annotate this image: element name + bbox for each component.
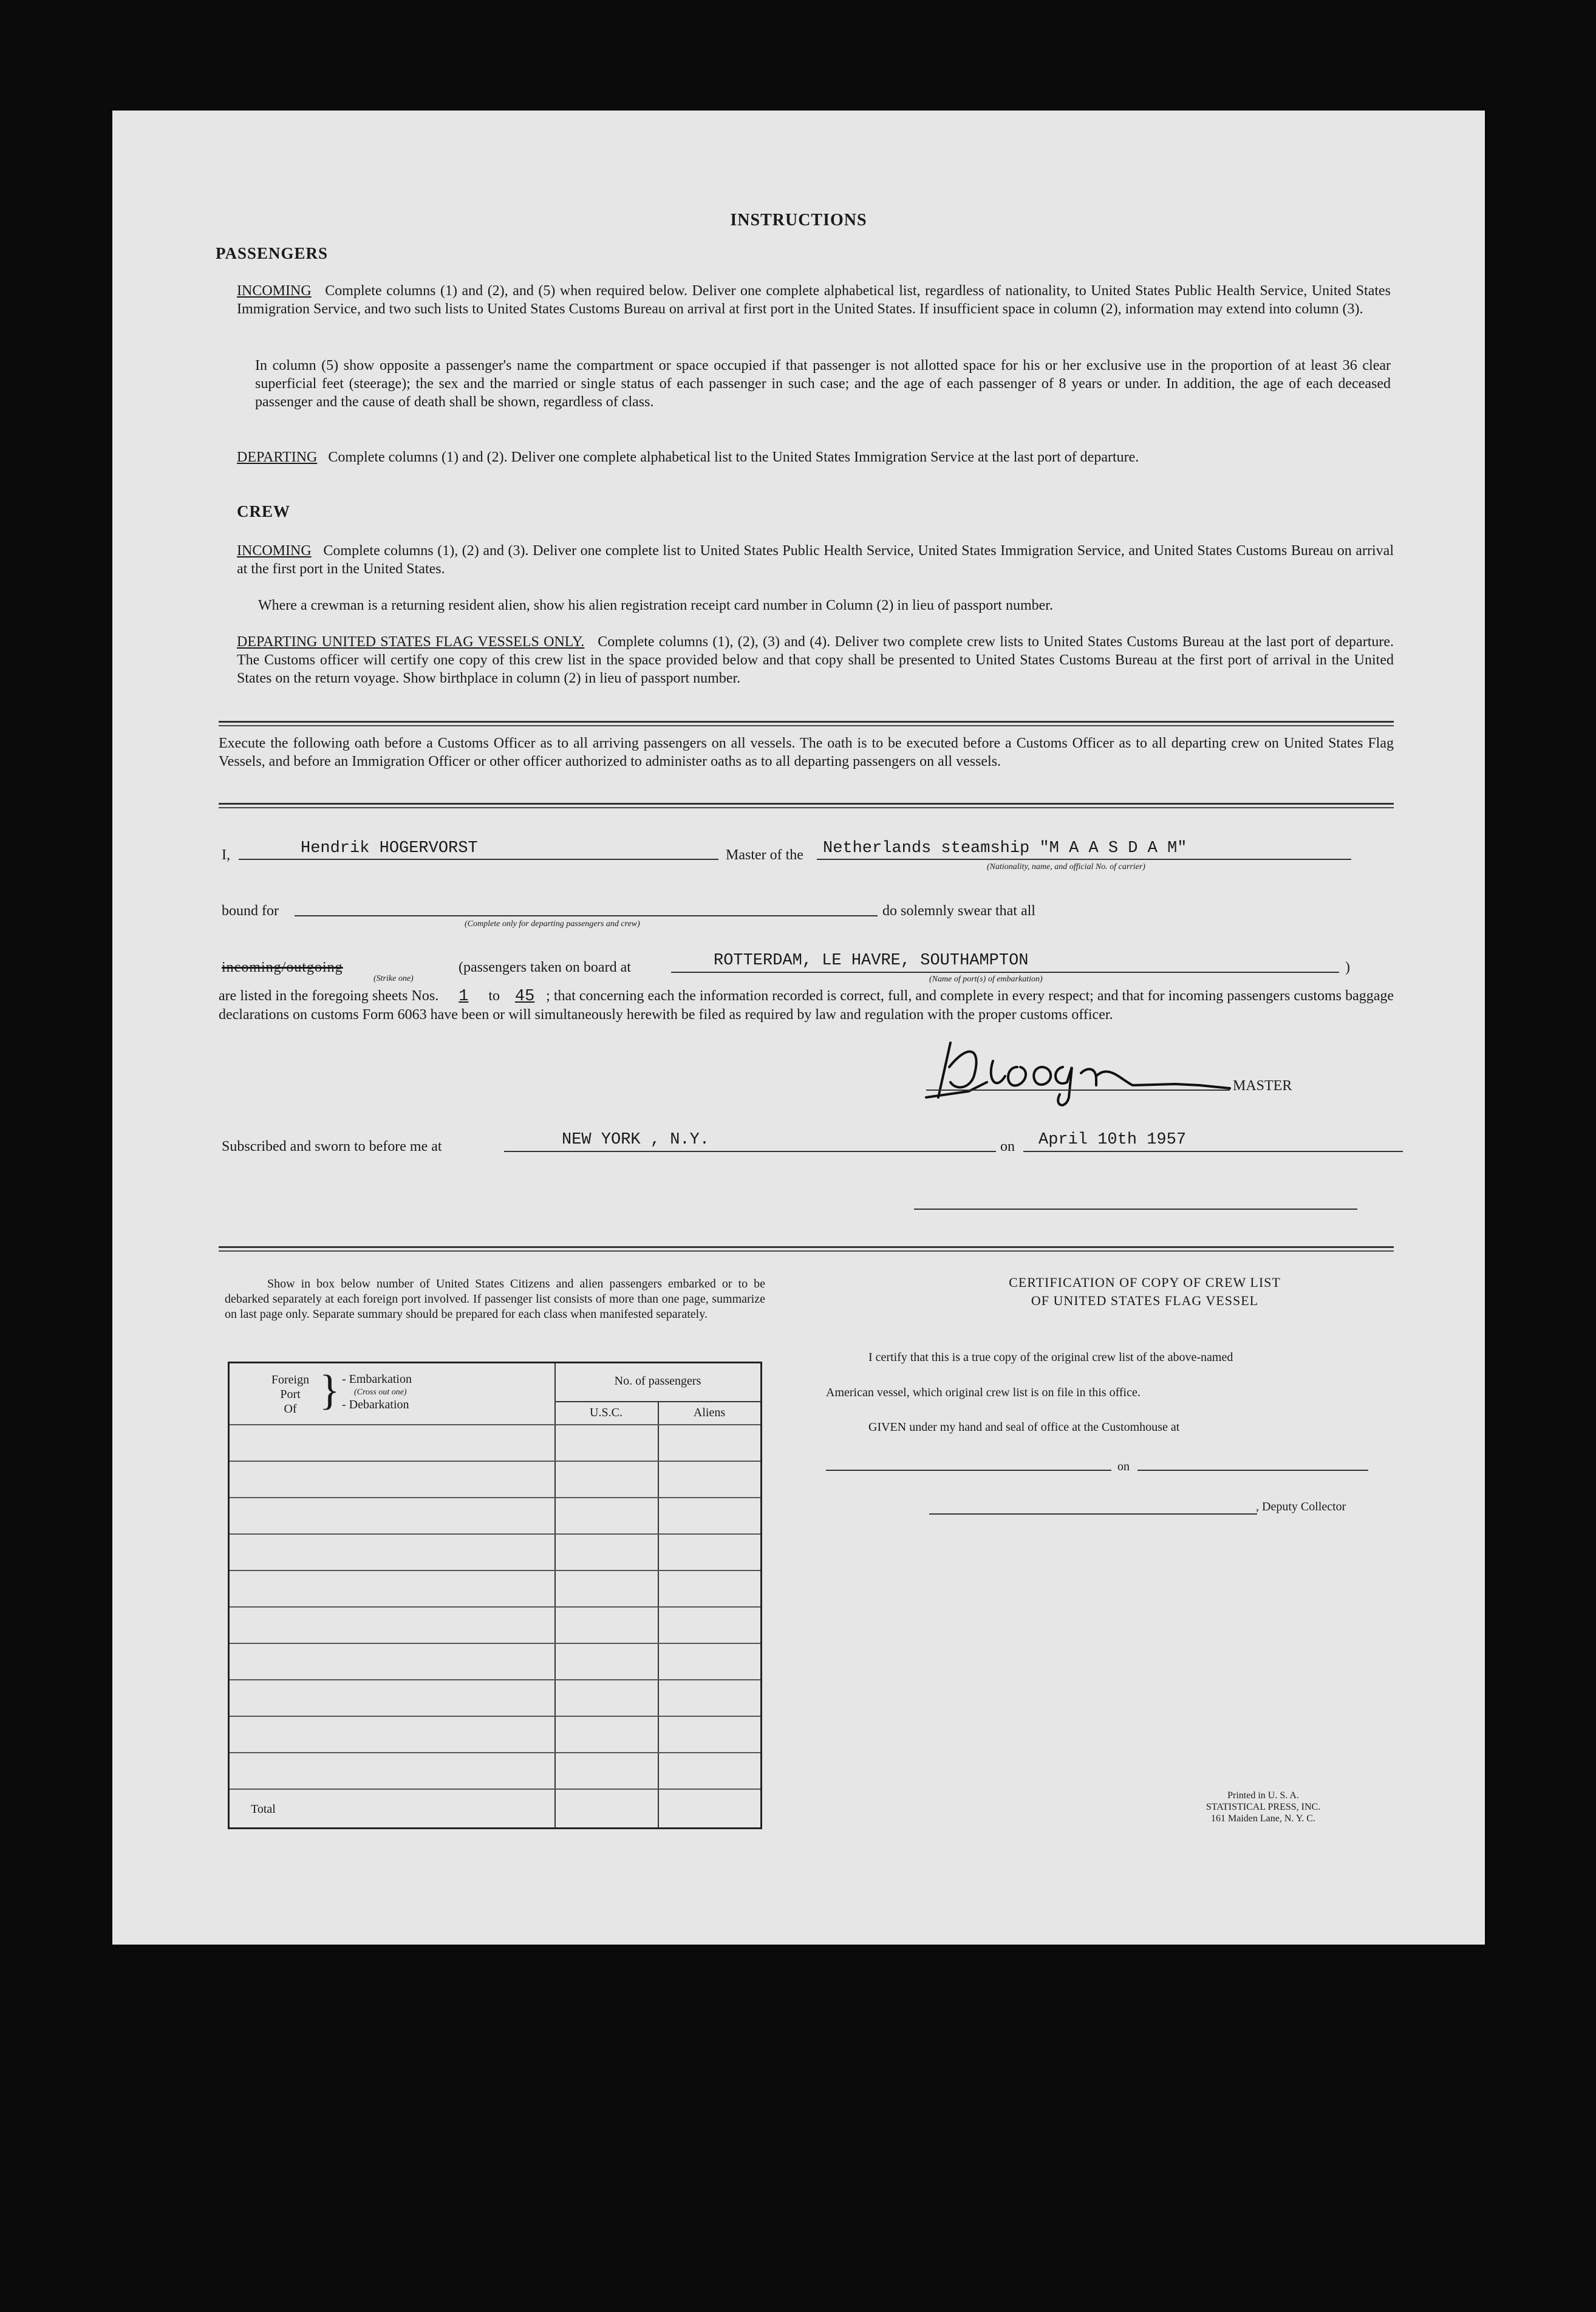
table-row-line — [230, 1461, 760, 1462]
embarkation-ports: ROTTERDAM, LE HAVRE, SOUTHAMPTON — [714, 952, 1029, 970]
certification-line2: American vessel, which original crew list is on file in this office. — [826, 1386, 1141, 1399]
foreign-label: Foreign — [271, 1373, 310, 1386]
certification-title — [914, 1274, 1376, 1310]
printer-imprint — [1172, 1790, 1354, 1824]
document-page — [112, 111, 1485, 1945]
sworn-date: April 10th 1957 — [1038, 1131, 1187, 1149]
sworn-date-line — [1023, 1151, 1403, 1152]
port-label: Port — [280, 1388, 301, 1401]
crew-departing-text: Complete columns (1), (2), (3) and (4). Deliver two complete crew lists to United States Customs Bureau at the last port of departure. The Customs officer will certify one copy of this crew list in the space provided below and that copy shall be presented to United States Customs Bureau at the first port of arrival in the United States on the return voyage. Show birthplace in column (2) in lieu of passport number. — [237, 634, 1394, 686]
crew-heading: CREW — [237, 502, 291, 520]
on-label: on — [1000, 1139, 1015, 1154]
divider-top — [219, 721, 1394, 723]
table-row-line — [230, 1606, 760, 1608]
crew-departing-paragraph — [237, 633, 1394, 687]
i-label: I, — [222, 847, 230, 863]
subscribed-label: Subscribed and sworn to before me at — [222, 1139, 442, 1154]
passengers-taken-label: (passengers taken on board at — [459, 960, 631, 975]
strike-caption: (Strike one) — [373, 974, 414, 983]
swear-label: do solemnly swear that all — [882, 903, 1035, 919]
table-row-line — [230, 1752, 760, 1753]
certification-line1: I certify that this is a true copy of the original crew list of the above-named — [868, 1351, 1233, 1364]
master-of-label: Master of the — [726, 847, 803, 863]
certification-line3: GIVEN under my hand and seal of office at the Customhouse at — [868, 1420, 1180, 1434]
signature-line — [926, 1090, 1230, 1091]
passengers-heading: PASSENGERS — [216, 244, 329, 262]
table-row-line — [230, 1716, 760, 1717]
incoming-outgoing-struck: incoming/outgoing — [222, 960, 343, 975]
vessel-line — [817, 859, 1351, 860]
of-label: Of — [284, 1402, 297, 1416]
table-row-line — [230, 1533, 760, 1535]
table-row-line — [230, 1789, 760, 1790]
bound-for-line — [295, 915, 878, 916]
divider-bottom — [219, 1246, 1394, 1248]
page-title: INSTRUCTIONS — [730, 211, 867, 230]
crew-departing-label: DEPARTING UNITED STATES FLAG VESSELS ONLY. — [237, 634, 585, 650]
sheets-label: are listed in the foregoing sheets Nos. — [219, 988, 439, 1004]
passengers-incoming-label: INCOMING — [237, 283, 312, 299]
brace-icon: } — [319, 1367, 340, 1414]
table-row-line — [230, 1679, 760, 1680]
crew-incoming-paragraph — [237, 542, 1394, 578]
printer-line2: STATISTICAL PRESS, INC. — [1206, 1802, 1321, 1812]
crew-incoming-label: INCOMING — [237, 543, 312, 559]
certification-title-line1: CERTIFICATION OF COPY OF CREW LIST — [1009, 1275, 1281, 1290]
divider-bottom-2 — [219, 1250, 1394, 1252]
certification-title-line2: OF UNITED STATES FLAG VESSEL — [1031, 1293, 1259, 1308]
usc-label: U.S.C. — [590, 1406, 622, 1419]
sworn-place-line — [504, 1151, 996, 1152]
sheets-rest: ; that concerning each the information recorded is correct, full, and complete in every respect; and that for incoming passengers customs baggage declarations on customs Form 6063 have been or will simultaneously herewith be filed as required by law and regulation with the proper customs officer. — [219, 988, 1394, 1023]
crew-resident-paragraph: Where a crewman is a returning resident alien, show his alien registration receipt card number in Column (2) in lieu of passport number. — [258, 598, 1053, 613]
table-subheader-line — [554, 1401, 760, 1402]
oath-intro-paragraph: Execute the following oath before a Customs Officer as to all arriving passengers on all vessels. The oath is to be executed before a Customs Officer as to all departing crew on United States Flag Vessels, and before an Immigration Officer or other officer authorized to administer oaths as to all departing passengers on all vessels. — [219, 735, 1394, 769]
passengers-departing-text: Complete columns (1) and (2). Deliver one complete alphabetical list to the United States Immigration Service at the last port of departure. — [328, 449, 1139, 465]
table-header-bottom — [230, 1424, 760, 1425]
table-col-divider — [554, 1363, 556, 1827]
passengers-incoming-paragraph — [237, 282, 1391, 318]
embarkation-label: - Embarkation — [342, 1373, 412, 1386]
customhouse-line — [826, 1470, 1111, 1471]
deputy-signature-line — [929, 1513, 1257, 1515]
passengers-incoming-text: Complete columns (1) and (2), and (5) when required below. Deliver one complete alphabetical list, regardless of nationality, to United States Public Health Service, United States Immigration Service, and two such lists to United States Customs Bureau on arrival at first port in the United States. If insufficient space in column (2), information may extend into column (3). — [237, 283, 1391, 317]
box-instructions: Show in box below number of United States Citizens and alien passengers embarked or to be debarked separately at each foreign port involved. If passenger list consists of more than one page, summarize on last page only. Separate summary should be prepared for each class when manifested separately. — [225, 1277, 765, 1321]
bound-for-caption: (Complete only for departing passengers and crew) — [465, 919, 640, 929]
printer-line3: 161 Maiden Lane, N. Y. C. — [1211, 1813, 1315, 1824]
to-label: to — [488, 988, 500, 1004]
master-label: MASTER — [1233, 1078, 1292, 1094]
divider-top-2 — [219, 725, 1394, 726]
debarkation-label: - Debarkation — [342, 1398, 409, 1411]
table-row-line — [230, 1643, 760, 1644]
master-name: Hendrik HOGERVORST — [301, 839, 478, 858]
printer-line1: Printed in U. S. A. — [1227, 1790, 1299, 1801]
total-label: Total — [251, 1802, 276, 1816]
close-paren: ) — [1345, 960, 1350, 975]
sheets-paragraph — [219, 987, 1394, 1024]
ports-caption: (Name of port(s) of embarkation) — [929, 975, 1043, 984]
passengers-column5-paragraph: In column (5) show opposite a passenger's name the compartment or space occupied if that passenger is not allotted space for his or her exclusive use in the proportion of at least 36 clear superficial feet (steerage); the sex and the married or single status of each passenger in such case; and the age of each passenger of 8 years or under. In addition, the age of each deceased passenger and the cause of death shall be shown, regardless of class. — [255, 358, 1391, 410]
officer-signature-line — [914, 1209, 1357, 1210]
cross-out-label: (Cross out one) — [354, 1388, 407, 1397]
table-row-line — [230, 1570, 760, 1571]
master-name-line — [239, 859, 718, 860]
vessel-name: Netherlands steamship "M A A S D A M" — [823, 839, 1187, 858]
bound-for-label: bound for — [222, 903, 279, 919]
ports-line — [671, 972, 1339, 973]
sworn-place: NEW YORK , N.Y. — [562, 1131, 710, 1149]
divider-mid — [219, 803, 1394, 805]
certification-on-label: on — [1117, 1460, 1130, 1473]
passenger-summary-table — [228, 1362, 762, 1829]
passengers-departing-paragraph — [237, 448, 1391, 466]
deputy-collector-label: , Deputy Collector — [1256, 1500, 1346, 1513]
master-signature — [914, 1025, 1242, 1110]
sheet-from: 1 — [459, 987, 469, 1006]
table-col-divider — [658, 1402, 659, 1827]
divider-mid-2 — [219, 807, 1394, 808]
no-passengers-label: No. of passengers — [614, 1374, 701, 1388]
passengers-departing-label: DEPARTING — [237, 449, 318, 465]
foreign-port-of-label — [260, 1373, 321, 1416]
certification-date-line — [1137, 1470, 1368, 1471]
vessel-caption: (Nationality, name, and official No. of carrier) — [987, 862, 1145, 871]
crew-incoming-text: Complete columns (1), (2) and (3). Deliver one complete list to United States Public Health Service, United States Immigration Service, and United States Customs Bureau on arrival at the first port in the United States. — [237, 543, 1394, 577]
table-row-line — [230, 1497, 760, 1498]
sheet-to: 45 — [514, 987, 535, 1006]
aliens-label: Aliens — [693, 1406, 726, 1419]
